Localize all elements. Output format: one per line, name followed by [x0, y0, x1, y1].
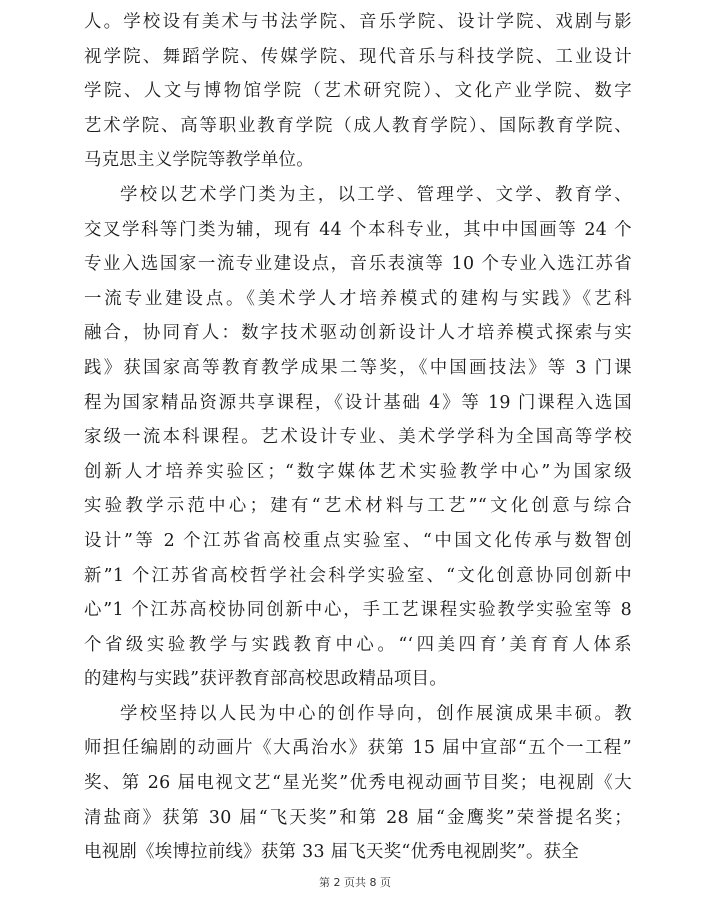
paragraph [84, 178, 632, 697]
paragraph [84, 697, 632, 870]
text-line: 实验教学示范中心；建有“艺术材料与工艺”“文化创意与综合 [84, 496, 632, 517]
text-line: 人。学校设有美术与书法学院、音乐学院、设计学院、戏剧与影 [84, 12, 632, 32]
text-line: 个省级实验教学与实践教育中心。“‘四美四育’美育育人体系 [84, 634, 632, 655]
text-line: 视学院、舞蹈学院、传媒学院、现代音乐与科技学院、工业设计 [84, 46, 632, 67]
text-line: 交叉学科等门类为辅，现有 44 个本科专业，其中中国画等 24 个 [84, 219, 632, 240]
text-line: 学校以艺术学门类为主，以工学、管理学、文学、教育学、 [120, 184, 632, 205]
page-footer: 第 2 页共 8 页 [319, 876, 391, 889]
text-line: 师担任编剧的动画片《大禹治水》获第 15 届中宣部“五个一工程” [84, 738, 632, 759]
text-line: 设计”等 2 个江苏省高校重点实验室、“中国文化传承与数智创 [84, 530, 632, 551]
text-line: 心”1 个江苏高校协同创新中心，手工艺课程实验教学实验室等 8 [84, 600, 632, 621]
text-line: 一流专业建设点。《美术学人才培养模式的建构与实践》《艺科 [84, 288, 632, 309]
text-line: 马克思主义学院等教学单位。 [84, 150, 314, 171]
text-line: 艺术学院、高等职业教育学院（成人教育学院）、国际教育学院、 [84, 115, 632, 136]
text-line: 电视剧《埃博拉前线》获第 33 届飞天奖“优秀电视剧奖”。获全 [84, 842, 580, 863]
text-line: 奖、第 26 届电视文艺“星光奖”优秀电视动画节目奖；电视剧《大 [84, 773, 632, 794]
text-line: 学校坚持以人民为中心的创作导向，创作展演成果丰硕。教 [120, 703, 632, 724]
text-line: 创新人才培养实验区；“数字媒体艺术实验教学中心”为国家级 [84, 461, 632, 482]
paragraph [84, 5, 632, 178]
text-line: 新”1 个江苏省高校哲学社会科学实验室、“文化创意协同创新中 [84, 565, 632, 586]
text-line: 的建构与实践”获评教育部高校思政精品项目。 [84, 669, 448, 690]
text-line: 家级一流本科课程。艺术设计专业、美术学学科为全国高等学校 [84, 427, 632, 448]
document-body [84, 5, 632, 870]
text-line: 学院、人文与博物馆学院（艺术研究院）、文化产业学院、数字 [84, 81, 632, 102]
text-line: 程为国家精品资源共享课程，《设计基础 4》等 19 门课程入选国 [84, 392, 632, 413]
text-line: 清盐商》获第 30 届“飞天奖”和第 28 届“金鹰奖”荣誉提名奖； [84, 807, 632, 828]
text-line: 践》获国家高等教育教学成果二等奖，《中国画技法》等 3 门课 [84, 357, 632, 378]
text-line: 专业入选国家一流专业建设点，音乐表演等 10 个专业入选江苏省 [84, 254, 632, 275]
text-line: 融合，协同育人：数字技术驱动创新设计人才培养模式探索与实 [84, 323, 632, 344]
